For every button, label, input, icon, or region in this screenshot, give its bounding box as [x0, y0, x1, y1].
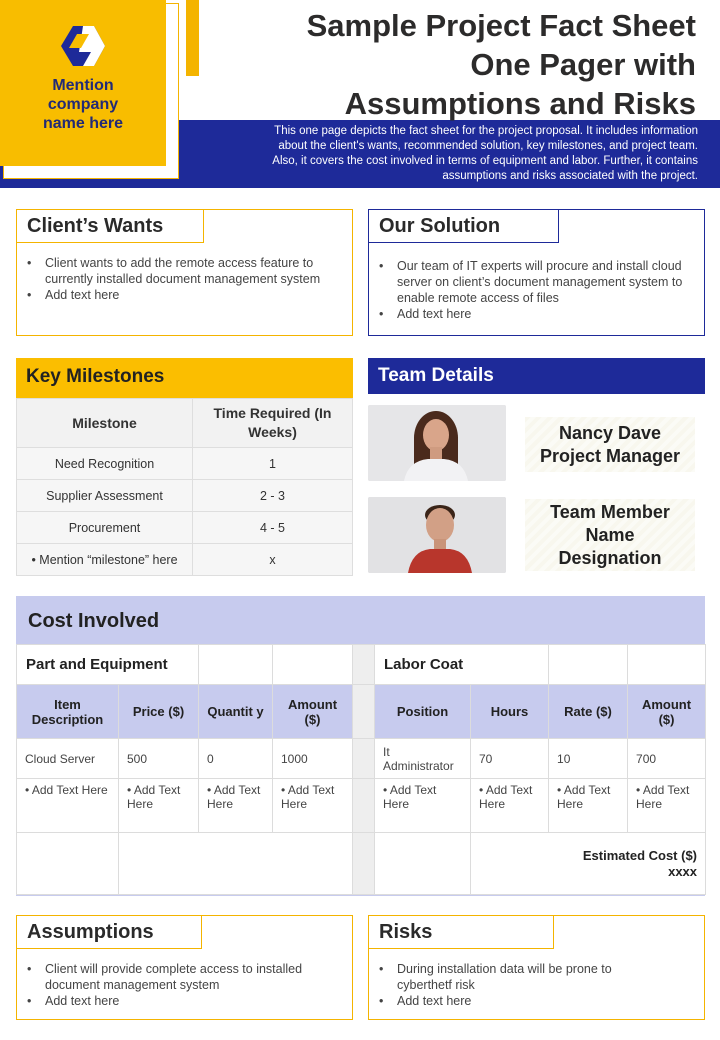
- risks-list: [369, 961, 644, 1009]
- list-item: • Add Text Here: [636, 783, 697, 811]
- our-solution-title: Our Solution: [368, 209, 559, 243]
- list-item: • Add Text Here: [383, 783, 462, 811]
- divider-cell: [353, 739, 375, 779]
- risks-title: Risks: [368, 915, 554, 949]
- hours-cell: 70: [471, 739, 549, 779]
- milestones-table: [16, 398, 353, 576]
- table-row: [17, 512, 353, 544]
- company-name: Mention company name here: [42, 77, 124, 132]
- weeks-cell: x: [193, 544, 353, 576]
- key-milestones-title: Key Milestones: [16, 358, 353, 398]
- woman-portrait-icon: [368, 405, 506, 481]
- rate-cell: 10: [549, 739, 628, 779]
- price-cell: 500: [119, 739, 199, 779]
- add-text-cell: [375, 779, 471, 833]
- add-text-cell: [549, 779, 628, 833]
- add-text-cell: [17, 779, 119, 833]
- list-item: • Add text here: [369, 306, 689, 322]
- weeks-cell: 2 - 3: [193, 480, 353, 512]
- risks-section: [368, 915, 705, 1020]
- list-item: • Add text here: [17, 993, 307, 1009]
- cost-column-header-row: [17, 685, 706, 739]
- add-text-cell: [471, 779, 549, 833]
- col-header-milestone: Milestone: [17, 399, 193, 448]
- position-cell: It Administrator: [375, 739, 471, 779]
- quantity-cell: 0: [199, 739, 273, 779]
- weeks-cell: 1: [193, 448, 353, 480]
- weeks-cell: 4 - 5: [193, 512, 353, 544]
- page-title: Sample Project Fact Sheet One Pager with Assumptions and Risks: [306, 8, 696, 121]
- cost-involved-section: [16, 596, 705, 896]
- col-header-hours: Hours: [471, 685, 549, 739]
- divider-cell: [353, 779, 375, 833]
- table-row: [17, 448, 353, 480]
- clients-wants-title: Client’s Wants: [16, 209, 204, 243]
- team-member-1-photo: [368, 405, 506, 481]
- our-solution-list: [369, 258, 689, 322]
- table-header-row: [17, 399, 353, 448]
- list-item: • Add text here: [17, 287, 337, 303]
- estimated-cost-row: [17, 833, 706, 895]
- milestone-cell: Supplier Assessment: [17, 480, 193, 512]
- table-row: [17, 480, 353, 512]
- table-row: [17, 739, 706, 779]
- cost-table: [16, 644, 706, 895]
- col-header-amount: Amount ($): [273, 685, 353, 739]
- accent-bar: [186, 0, 199, 76]
- milestone-cell: Need Recognition: [17, 448, 193, 480]
- empty-cell: [549, 645, 628, 685]
- empty-cell: [119, 833, 353, 895]
- clients-wants-list: [17, 255, 337, 303]
- col-header-item: Item Description: [17, 685, 119, 739]
- man-portrait-icon: [368, 497, 506, 573]
- table-row: [17, 544, 353, 576]
- item-cell: Cloud Server: [17, 739, 119, 779]
- team-member-2-card: Team Member Name Designation: [525, 499, 695, 571]
- empty-cell: [628, 645, 706, 685]
- list-item: • Add Text Here: [557, 783, 619, 811]
- col-header-rate: Rate ($): [549, 685, 628, 739]
- list-item: • Add Text Here: [25, 783, 110, 797]
- company-logo-card: [0, 0, 166, 166]
- list-item: • Add text here: [369, 993, 644, 1009]
- add-text-cell: [273, 779, 353, 833]
- company-logo-icon: [61, 26, 105, 66]
- empty-cell: [375, 833, 471, 895]
- labor-amount-cell: 700: [628, 739, 706, 779]
- assumptions-section: [16, 915, 353, 1020]
- assumptions-title: Assumptions: [16, 915, 202, 949]
- list-item: • Client wants to add the remote access feature to currently installed document management system: [17, 255, 337, 287]
- list-item: • Add Text Here: [207, 783, 264, 811]
- empty-cell: [17, 833, 119, 895]
- equipment-title: Part and Equipment: [17, 645, 199, 685]
- assumptions-list: [17, 961, 307, 1009]
- estimated-cost-cell: [471, 833, 706, 895]
- labor-title: Labor Coat: [375, 645, 549, 685]
- cost-subheader-row: [17, 645, 706, 685]
- list-item: • Client will provide complete access to installed document management system: [17, 961, 307, 993]
- milestone-cell: • Mention “milestone” here: [17, 544, 193, 576]
- team-member-1-card: Nancy Dave Project Manager: [525, 417, 695, 472]
- col-header-time: Time Required (In Weeks): [193, 399, 353, 448]
- add-text-cell: [199, 779, 273, 833]
- col-header-price: Price ($): [119, 685, 199, 739]
- list-item: • During installation data will be prone to cyberthetf risk: [369, 961, 644, 993]
- cost-involved-title: Cost Involved: [16, 596, 705, 644]
- team-member-2-photo: [368, 497, 506, 573]
- amount-cell: 1000: [273, 739, 353, 779]
- divider-cell: [353, 833, 375, 895]
- our-solution-section: [368, 209, 705, 336]
- milestone-cell: Procurement: [17, 512, 193, 544]
- add-text-cell: [628, 779, 706, 833]
- list-item: • Add Text Here: [281, 783, 344, 811]
- list-item: • Our team of IT experts will procure and install cloud server on client’s document management system to enable remote access of files: [369, 258, 689, 306]
- key-milestones-section: [16, 358, 353, 575]
- divider-cell: [353, 685, 375, 739]
- col-header-labor-amount: Amount ($): [628, 685, 706, 739]
- estimated-cost: Estimated Cost ($) xxxx: [582, 847, 698, 879]
- empty-cell: [199, 645, 273, 685]
- list-item: • Add Text Here: [127, 783, 190, 811]
- divider-cell: [353, 645, 375, 685]
- clients-wants-section: [16, 209, 353, 336]
- page-description: This one page depicts the fact sheet for the project proposal. It includes information about the client's wants, recommended solution, key milestones, and project team. Also, it covers the cost involved in terms of equipment and labor. Further, it contains assumptions and risks associated with the project.: [272, 125, 698, 182]
- table-row: [17, 779, 706, 833]
- team-details-title: Team Details: [368, 358, 705, 394]
- col-header-position: Position: [375, 685, 471, 739]
- empty-cell: [273, 645, 353, 685]
- list-item: • Add Text Here: [479, 783, 540, 811]
- add-text-cell: [119, 779, 199, 833]
- col-header-quantity: Quantit y: [199, 685, 273, 739]
